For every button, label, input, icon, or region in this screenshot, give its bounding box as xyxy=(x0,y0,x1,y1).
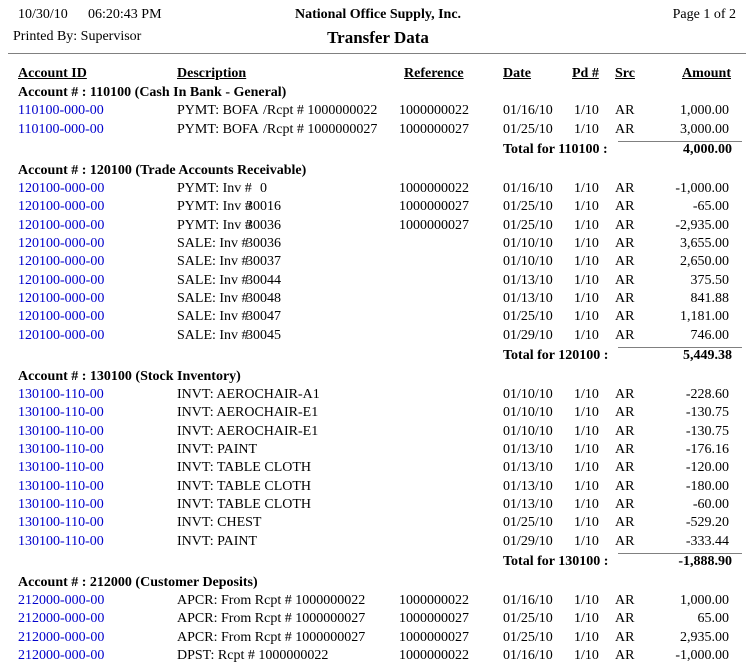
account-id-link[interactable]: 212000-000-00 xyxy=(18,629,105,645)
amount-value: 841.88 xyxy=(690,290,729,306)
amount-value: 1,000.00 xyxy=(680,103,729,119)
period-number: 1/10 xyxy=(574,533,599,549)
amount-value: -130.75 xyxy=(685,405,729,421)
print-time: 06:20:43 PM xyxy=(88,7,162,22)
transaction-date: 01/10/10 xyxy=(503,254,553,270)
transaction-date: 01/25/10 xyxy=(503,611,553,627)
period-number: 1/10 xyxy=(574,648,599,664)
reference-number: 1000000027 xyxy=(399,629,469,645)
account-section-header: Account # : 212000 (Customer Deposits) xyxy=(18,574,258,590)
account-id-link[interactable]: 120100-000-00 xyxy=(18,199,105,215)
transaction-date: 01/25/10 xyxy=(503,629,553,645)
description-text: SALE: Inv # xyxy=(177,254,249,270)
source-code: AR xyxy=(615,387,635,403)
reference-number: 1000000027 xyxy=(399,199,469,215)
account-section xyxy=(0,84,756,159)
account-section xyxy=(0,162,756,365)
column-header-date: Date xyxy=(503,66,531,81)
description-text: INVT: AEROCHAIR-E1 xyxy=(177,423,319,439)
source-code: AR xyxy=(615,199,635,215)
total-amount: 5,449.38 xyxy=(683,347,732,363)
transaction-row xyxy=(0,496,756,514)
amount-value: -180.00 xyxy=(685,478,729,494)
period-number: 1/10 xyxy=(574,629,599,645)
amount-value: 375.50 xyxy=(690,272,729,288)
account-id-link[interactable]: 130100-110-00 xyxy=(18,442,104,458)
description-text: INVT: CHEST xyxy=(177,515,262,531)
transaction-date: 01/16/10 xyxy=(503,648,553,664)
source-code: AR xyxy=(615,515,635,531)
report-title: Transfer Data xyxy=(327,28,429,47)
description-text: PYMT: BOFA xyxy=(177,103,259,119)
amount-value: 1,000.00 xyxy=(680,593,729,609)
account-id-link[interactable]: 120100-000-00 xyxy=(18,309,105,325)
source-code: AR xyxy=(615,236,635,252)
source-code: AR xyxy=(615,533,635,549)
description-text: INVT: PAINT xyxy=(177,442,258,458)
total-label: Total for 110100 : xyxy=(503,141,608,157)
transaction-row xyxy=(0,253,756,271)
account-id-link[interactable]: 120100-000-00 xyxy=(18,236,105,252)
description-text: APCR: From Rcpt # 1000000027 xyxy=(177,629,366,645)
source-code: AR xyxy=(615,478,635,494)
column-header-src: Src xyxy=(615,66,635,81)
transaction-row xyxy=(0,180,756,198)
account-id-link[interactable]: 212000-000-00 xyxy=(18,593,105,609)
source-code: AR xyxy=(615,103,635,119)
period-number: 1/10 xyxy=(574,496,599,512)
source-code: AR xyxy=(615,290,635,306)
account-id-link[interactable]: 120100-000-00 xyxy=(18,181,105,197)
source-code: AR xyxy=(615,496,635,512)
transaction-row xyxy=(0,272,756,290)
amount-value: -176.16 xyxy=(685,442,729,458)
period-number: 1/10 xyxy=(574,327,599,343)
period-number: 1/10 xyxy=(574,387,599,403)
account-id-link[interactable]: 130100-110-00 xyxy=(18,496,104,512)
amount-value: 65.00 xyxy=(697,611,729,627)
description-text: PYMT: BOFA xyxy=(177,121,259,137)
transaction-date: 01/10/10 xyxy=(503,236,553,252)
description-text: PYMT: Inv # xyxy=(177,217,252,233)
source-code: AR xyxy=(615,405,635,421)
account-sections xyxy=(0,84,756,665)
total-amount: 4,000.00 xyxy=(683,141,732,157)
description-text: DPST: Rcpt # 1000000022 xyxy=(177,648,329,664)
source-code: AR xyxy=(615,629,635,645)
transaction-row xyxy=(0,629,756,647)
invoice-number: 30036 xyxy=(246,217,281,233)
account-section xyxy=(0,368,756,571)
reference-number: 1000000027 xyxy=(399,611,469,627)
account-id-link[interactable]: 120100-000-00 xyxy=(18,217,105,233)
transaction-row xyxy=(0,327,756,345)
amount-value: -333.44 xyxy=(685,533,729,549)
transaction-row xyxy=(0,423,756,441)
transaction-row xyxy=(0,290,756,308)
column-header-account-id: Account ID xyxy=(18,66,87,81)
transaction-row xyxy=(0,514,756,532)
invoice-number: 30036 xyxy=(246,236,281,252)
account-id-link[interactable]: 120100-000-00 xyxy=(18,327,105,343)
invoice-number: 30037 xyxy=(246,254,281,270)
description-text: SALE: Inv # xyxy=(177,290,249,306)
description-text: SALE: Inv # xyxy=(177,272,249,288)
period-number: 1/10 xyxy=(574,515,599,531)
invoice-number: 30016 xyxy=(246,199,281,215)
account-id-link[interactable]: 120100-000-00 xyxy=(18,272,105,288)
source-code: AR xyxy=(615,423,635,439)
invoice-number: 30044 xyxy=(246,272,281,288)
transaction-row xyxy=(0,102,756,120)
source-code: AR xyxy=(615,442,635,458)
amount-value: 2,650.00 xyxy=(680,254,729,270)
account-section xyxy=(0,574,756,665)
description-text: INVT: TABLE CLOTH xyxy=(177,478,312,494)
printed-by: Printed By: Supervisor xyxy=(13,29,142,44)
period-number: 1/10 xyxy=(574,460,599,476)
transaction-date: 01/13/10 xyxy=(503,460,553,476)
transaction-date: 01/29/10 xyxy=(503,533,553,549)
description-text: INVT: TABLE CLOTH xyxy=(177,496,312,512)
period-number: 1/10 xyxy=(574,217,599,233)
source-code: AR xyxy=(615,217,635,233)
transaction-date: 01/16/10 xyxy=(503,593,553,609)
amount-value: 3,000.00 xyxy=(680,121,729,137)
period-number: 1/10 xyxy=(574,181,599,197)
reference-number: 1000000022 xyxy=(399,593,469,609)
transaction-row xyxy=(0,121,756,139)
amount-value: -60.00 xyxy=(692,496,729,512)
reference-number: 1000000022 xyxy=(399,181,469,197)
period-number: 1/10 xyxy=(574,199,599,215)
transaction-date: 01/13/10 xyxy=(503,496,553,512)
total-label: Total for 130100 : xyxy=(503,553,609,569)
amount-value: 2,935.00 xyxy=(680,629,729,645)
description-text: INVT: PAINT xyxy=(177,533,258,549)
column-header-reference: Reference xyxy=(404,66,464,81)
description-text: INVT: AEROCHAIR-A1 xyxy=(177,387,320,403)
description-text: PYMT: Inv # xyxy=(177,181,252,197)
transaction-date: 01/10/10 xyxy=(503,405,553,421)
invoice-number: 30048 xyxy=(246,290,281,306)
reference-number: 1000000022 xyxy=(399,103,469,119)
period-number: 1/10 xyxy=(574,405,599,421)
account-id-link[interactable]: 130100-110-00 xyxy=(18,515,104,531)
reference-number: 1000000022 xyxy=(399,648,469,664)
source-code: AR xyxy=(615,181,635,197)
transaction-row xyxy=(0,308,756,326)
transaction-date: 01/10/10 xyxy=(503,387,553,403)
description-text: SALE: Inv # xyxy=(177,236,249,252)
account-id-link[interactable]: 130100-110-00 xyxy=(18,423,104,439)
transaction-date: 01/25/10 xyxy=(503,515,553,531)
description-text: PYMT: Inv # xyxy=(177,199,252,215)
source-code: AR xyxy=(615,272,635,288)
period-number: 1/10 xyxy=(574,593,599,609)
account-id-link[interactable]: 110100-000-00 xyxy=(18,103,104,119)
section-total-row xyxy=(0,551,756,571)
period-number: 1/10 xyxy=(574,442,599,458)
description-text: SALE: Inv # xyxy=(177,309,249,325)
source-code: AR xyxy=(615,327,635,343)
transaction-date: 01/29/10 xyxy=(503,327,553,343)
transaction-row xyxy=(0,235,756,253)
transaction-row xyxy=(0,478,756,496)
period-number: 1/10 xyxy=(574,121,599,137)
column-header-description: Description xyxy=(177,66,247,81)
transaction-date: 01/13/10 xyxy=(503,478,553,494)
period-number: 1/10 xyxy=(574,236,599,252)
transaction-date: 01/13/10 xyxy=(503,442,553,458)
description-receipt-ref: /Rcpt # 1000000027 xyxy=(263,121,378,137)
transaction-row xyxy=(0,592,756,610)
section-total-row xyxy=(0,345,756,365)
transaction-date: 01/13/10 xyxy=(503,290,553,306)
column-header-row xyxy=(0,62,756,82)
amount-value: 1,181.00 xyxy=(680,309,729,325)
amount-value: 746.00 xyxy=(690,327,729,343)
description-text: APCR: From Rcpt # 1000000022 xyxy=(177,593,366,609)
source-code: AR xyxy=(615,593,635,609)
transaction-row xyxy=(0,533,756,551)
amount-value: 3,655.00 xyxy=(680,236,729,252)
source-code: AR xyxy=(615,254,635,270)
transaction-row xyxy=(0,647,756,665)
account-section-header: Account # : 110100 (Cash In Bank - General) xyxy=(18,85,287,100)
amount-value: -2,935.00 xyxy=(675,217,729,233)
period-number: 1/10 xyxy=(574,254,599,270)
transaction-row xyxy=(0,386,756,404)
transaction-date: 01/13/10 xyxy=(503,272,553,288)
source-code: AR xyxy=(615,121,635,137)
account-id-link[interactable]: 120100-000-00 xyxy=(18,290,105,306)
period-number: 1/10 xyxy=(574,290,599,306)
account-id-link[interactable]: 212000-000-00 xyxy=(18,648,105,664)
total-label: Total for 120100 : xyxy=(503,347,609,363)
account-section-header: Account # : 130100 (Stock Inventory) xyxy=(18,368,241,384)
reference-number: 1000000027 xyxy=(399,121,469,137)
page-number: Page 1 of 2 xyxy=(672,7,736,22)
account-id-link[interactable]: 130100-110-00 xyxy=(18,405,104,421)
account-id-link[interactable]: 130100-110-00 xyxy=(18,533,104,549)
transaction-row xyxy=(0,441,756,459)
invoice-number: 30047 xyxy=(246,309,281,325)
description-text: APCR: From Rcpt # 1000000027 xyxy=(177,611,366,627)
description-text: INVT: AEROCHAIR-E1 xyxy=(177,405,319,421)
column-header-amount: Amount xyxy=(681,66,731,81)
transaction-row xyxy=(0,217,756,235)
description-text: SALE: Inv # xyxy=(177,327,249,343)
transaction-date: 01/25/10 xyxy=(503,121,553,137)
transaction-row xyxy=(0,610,756,628)
amount-value: -228.60 xyxy=(685,387,729,403)
account-id-link[interactable]: 130100-110-00 xyxy=(18,478,104,494)
period-number: 1/10 xyxy=(574,478,599,494)
transaction-row xyxy=(0,404,756,422)
transaction-date: 01/25/10 xyxy=(503,199,553,215)
period-number: 1/10 xyxy=(574,103,599,119)
transaction-row xyxy=(0,198,756,216)
amount-value: -1,000.00 xyxy=(675,181,729,197)
source-code: AR xyxy=(615,648,635,664)
period-number: 1/10 xyxy=(574,309,599,325)
invoice-number: 0 xyxy=(260,181,267,197)
amount-value: -65.00 xyxy=(692,199,729,215)
reference-number: 1000000027 xyxy=(399,217,469,233)
account-id-link[interactable]: 130100-110-00 xyxy=(18,387,104,403)
total-amount: -1,888.90 xyxy=(678,553,732,569)
transaction-date: 01/25/10 xyxy=(503,217,553,233)
account-id-link[interactable]: 130100-110-00 xyxy=(18,460,104,476)
account-section-header: Account # : 120100 (Trade Accounts Receivable) xyxy=(18,162,307,178)
transaction-date: 01/25/10 xyxy=(503,309,553,325)
transaction-date: 01/16/10 xyxy=(503,181,553,197)
amount-value: -120.00 xyxy=(685,460,729,476)
section-total-row xyxy=(0,139,756,159)
period-number: 1/10 xyxy=(574,423,599,439)
column-header-pd: Pd # xyxy=(572,66,599,81)
source-code: AR xyxy=(615,460,635,476)
period-number: 1/10 xyxy=(574,611,599,627)
source-code: AR xyxy=(615,611,635,627)
company-name: National Office Supply, Inc. xyxy=(294,7,462,22)
account-id-link[interactable]: 110100-000-00 xyxy=(18,121,104,137)
description-receipt-ref: /Rcpt # 1000000022 xyxy=(263,103,378,119)
period-number: 1/10 xyxy=(574,272,599,288)
description-text: INVT: TABLE CLOTH xyxy=(177,460,312,476)
amount-value: -130.75 xyxy=(685,423,729,439)
transaction-date: 01/16/10 xyxy=(503,103,553,119)
report-body xyxy=(0,62,756,665)
transaction-row xyxy=(0,459,756,477)
account-id-link[interactable]: 212000-000-00 xyxy=(18,611,105,627)
print-date: 10/30/10 xyxy=(18,7,68,22)
transaction-date: 01/10/10 xyxy=(503,423,553,439)
amount-value: -1,000.00 xyxy=(675,648,729,664)
source-code: AR xyxy=(615,309,635,325)
amount-value: -529.20 xyxy=(685,515,729,531)
header-divider xyxy=(8,53,746,54)
invoice-number: 30045 xyxy=(246,327,281,343)
account-id-link[interactable]: 120100-000-00 xyxy=(18,254,105,270)
